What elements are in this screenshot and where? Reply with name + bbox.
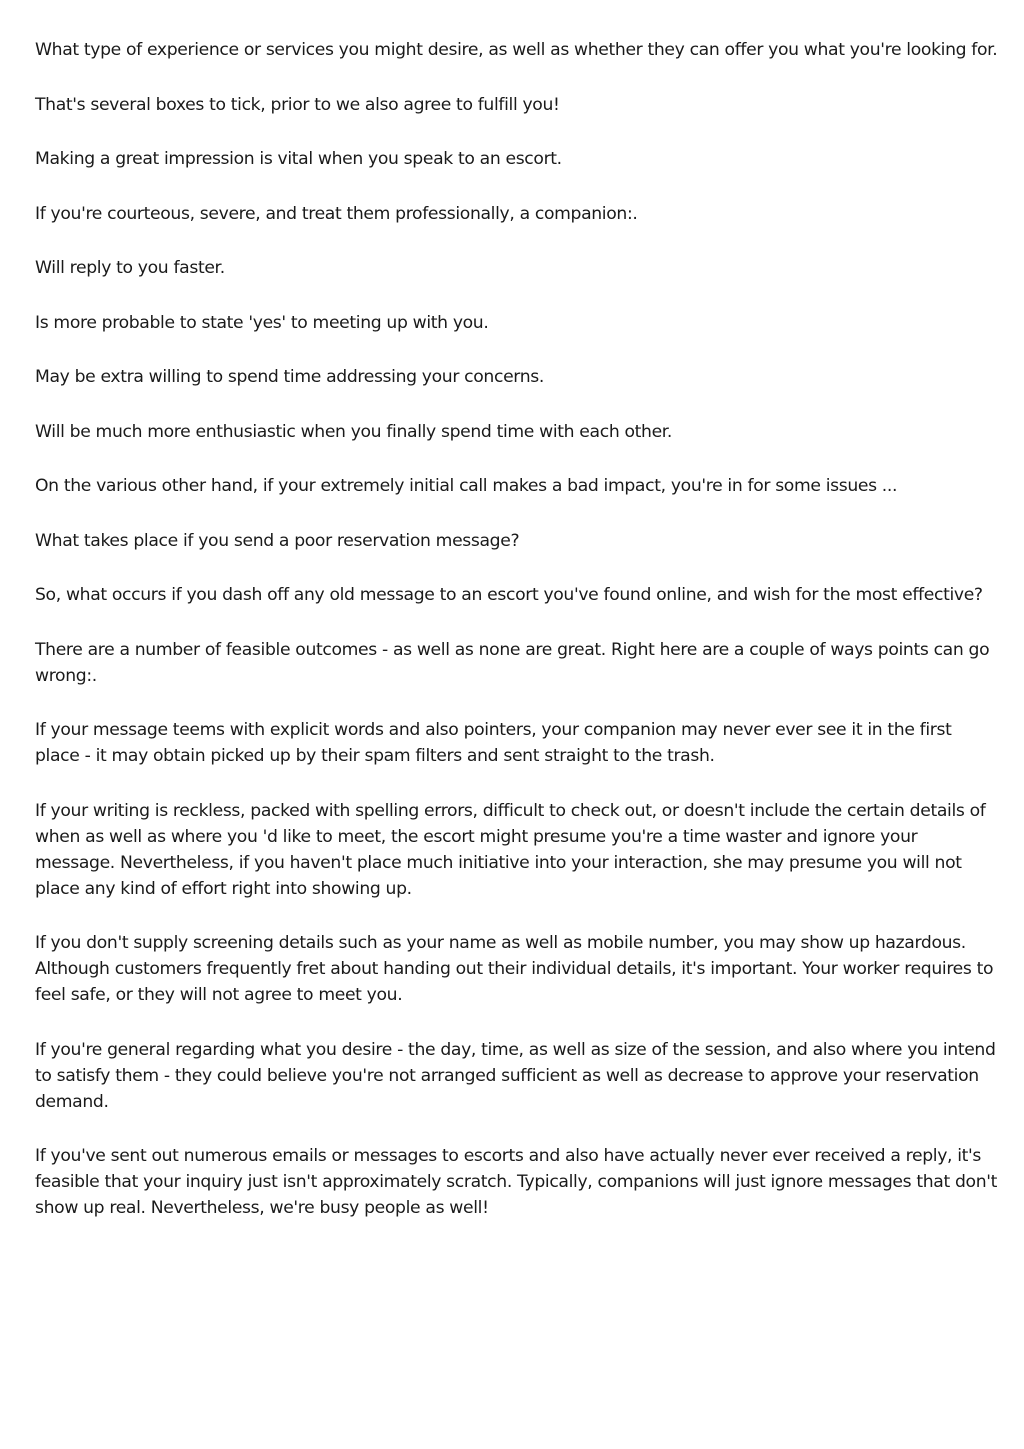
paragraph: What type of experience or services you might desire, as well as whether they can offer you what you're looking for. — [35, 40, 998, 60]
document-body — [35, 37, 1000, 1250]
paragraph: If you're courteous, severe, and treat them professionally, a companion:. — [35, 203, 638, 224]
paragraph: There are a number of feasible outcomes - as well as none are great. Right here are a couple of ways points can go wrong:. — [35, 639, 990, 686]
paragraph: If you don't supply screening details such as your name as well as mobile number, you may show up hazardous. Although customers frequently fret about handing out their individual details, it's important. Your worker requires to feel safe, or they will not agree to meet you. — [35, 933, 994, 1005]
paragraph: Will reply to you faster. — [35, 258, 225, 278]
paragraph: Will be much more enthusiastic when you finally spend time with each other. — [35, 421, 673, 442]
paragraph: If your writing is reckless, packed with spelling errors, difficult to check out, or doesn't include the certain details of when as well as where you 'd like to meet, the escort might presume you're a time waster and ignore your message. Nevertheless, if you haven't place much initiative into your interaction, she may presume you will not place any kind of effort right into showing up. — [35, 800, 986, 899]
paragraph: May be extra willing to spend time addressing your concerns. — [35, 367, 544, 387]
paragraph: If your message teems with explicit words and also pointers, your companion may never ever see it in the first place - it may obtain picked up by their spam filters and sent straight to the trash. — [35, 720, 952, 766]
paragraph: That's several boxes to tick, prior to we also agree to fulfill you! — [35, 94, 560, 115]
paragraph: On the various other hand, if your extremely initial call makes a bad impact, you're in for some issues ... — [35, 476, 898, 496]
paragraph: What takes place if you send a poor reservation message? — [35, 530, 520, 551]
paragraph: If you're general regarding what you desire - the day, time, as well as size of the session, and also where you intend to satisfy them - they could believe you're not arranged sufficient as well as decrease to approve your reservation demand. — [35, 1039, 996, 1112]
paragraph: Making a great impression is vital when you speak to an escort. — [35, 149, 562, 169]
paragraph: If you've sent out numerous emails or messages to escorts and also have actually never ever received a reply, it's feasible that your inquiry just isn't approximately scratch. Typically, companions will just ignore messages that don't show up real. Nevertheless, we're busy people as well! — [35, 1146, 998, 1218]
paragraph: So, what occurs if you dash off any old message to an escort you've found online, and wish for the most effective? — [35, 585, 983, 605]
paragraph: Is more probable to state 'yes' to meeting up with you. — [35, 312, 489, 333]
